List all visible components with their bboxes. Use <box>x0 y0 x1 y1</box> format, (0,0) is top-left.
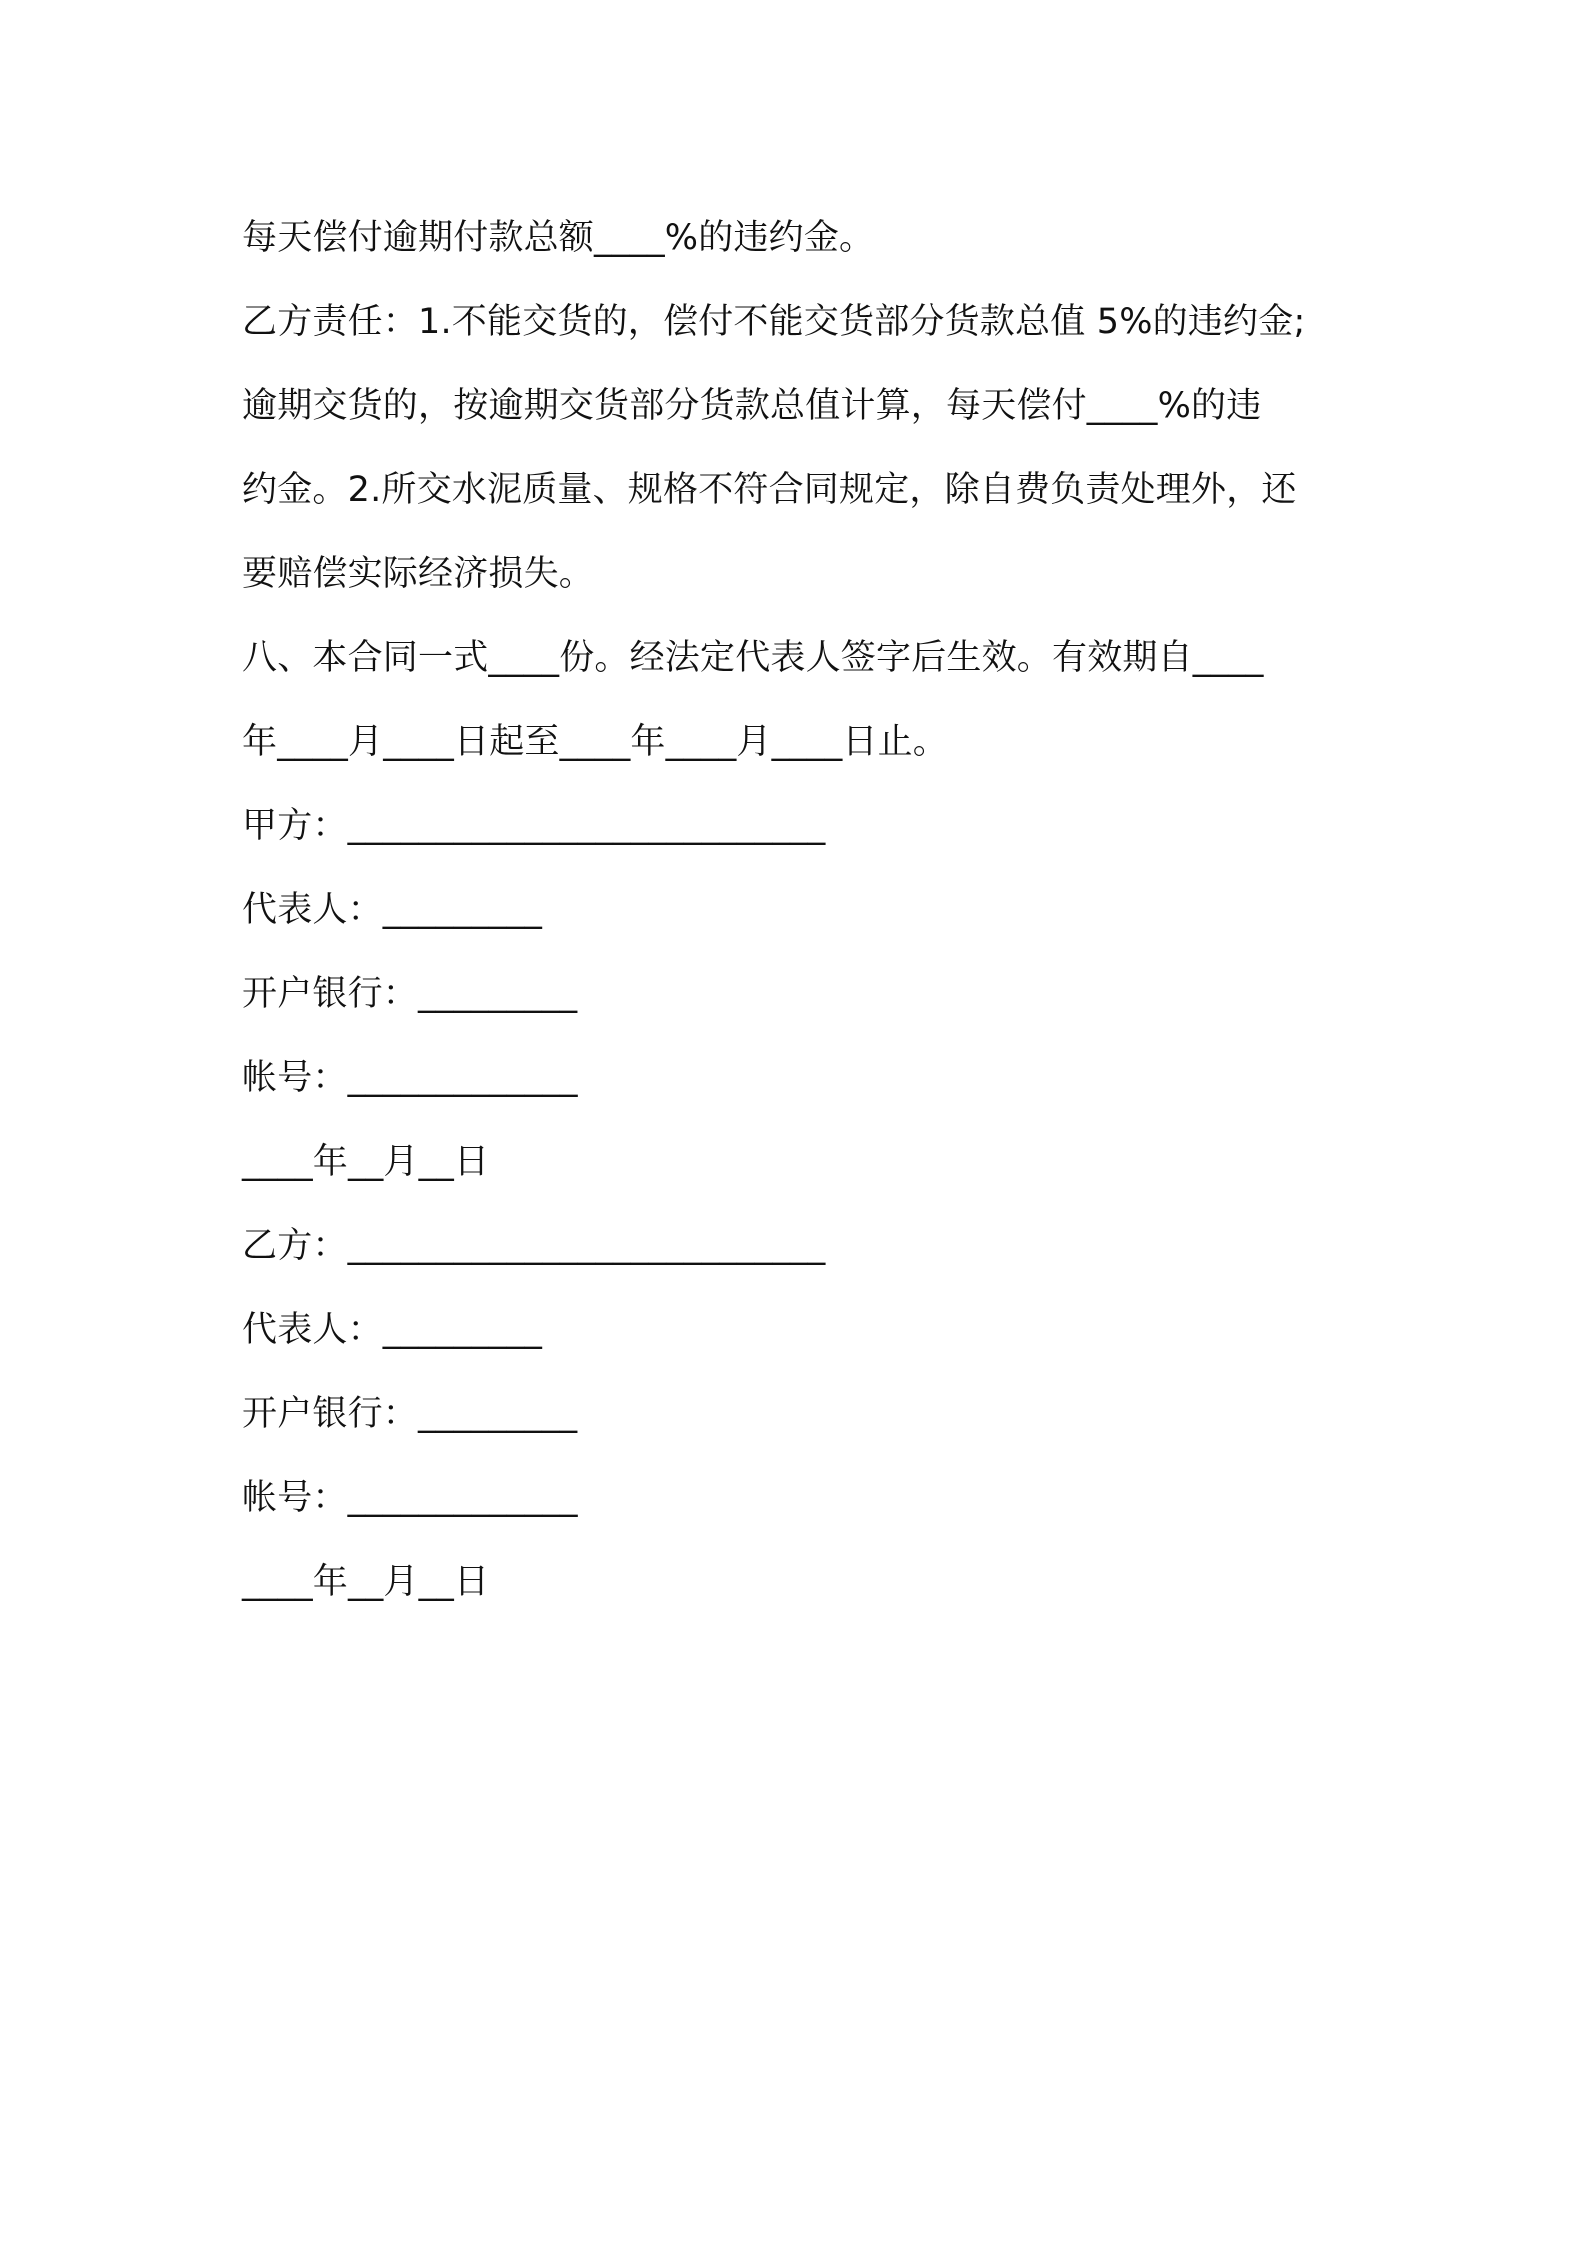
party-a-representative-field: 代表人：_________ <box>242 890 543 930</box>
party-b-liability-line-3: 约金。2.所交水泥质量、规格不符合同规定，除自费负责处理外，还 <box>242 470 1297 510</box>
party-a-signature-field: 甲方：___________________________ <box>242 806 826 846</box>
document-body <box>242 196 1362 1624</box>
party-a-bank-field: 开户银行：_________ <box>242 974 578 1014</box>
party-a-date-field: ____年__月__日 <box>242 1142 490 1182</box>
party-b-liability-line-4: 要赔偿实际经济损失。 <box>242 554 595 594</box>
clause-eight-line-1: 八、本合同一式____份。经法定代表人签字后生效。有效期自____ <box>242 638 1264 678</box>
party-b-signature-field: 乙方：___________________________ <box>242 1226 826 1266</box>
party-b-account-field: 帐号：_____________ <box>242 1478 578 1518</box>
party-b-liability-line-1: 乙方责任：1.不能交货的，偿付不能交货部分货款总值 5%的违约金; <box>242 302 1306 342</box>
penalty-clause-line: 每天偿付逾期付款总额____%的违约金。 <box>242 218 875 258</box>
clause-eight-line-2: 年____月____日起至____年____月____日止。 <box>242 722 949 762</box>
party-b-bank-field: 开户银行：_________ <box>242 1394 578 1434</box>
party-b-representative-field: 代表人：_________ <box>242 1310 543 1350</box>
party-b-date-field: ____年__月__日 <box>242 1562 490 1602</box>
party-a-account-field: 帐号：_____________ <box>242 1058 578 1098</box>
party-b-liability-line-2: 逾期交货的，按逾期交货部分货款总值计算，每天偿付____%的违 <box>242 386 1262 426</box>
